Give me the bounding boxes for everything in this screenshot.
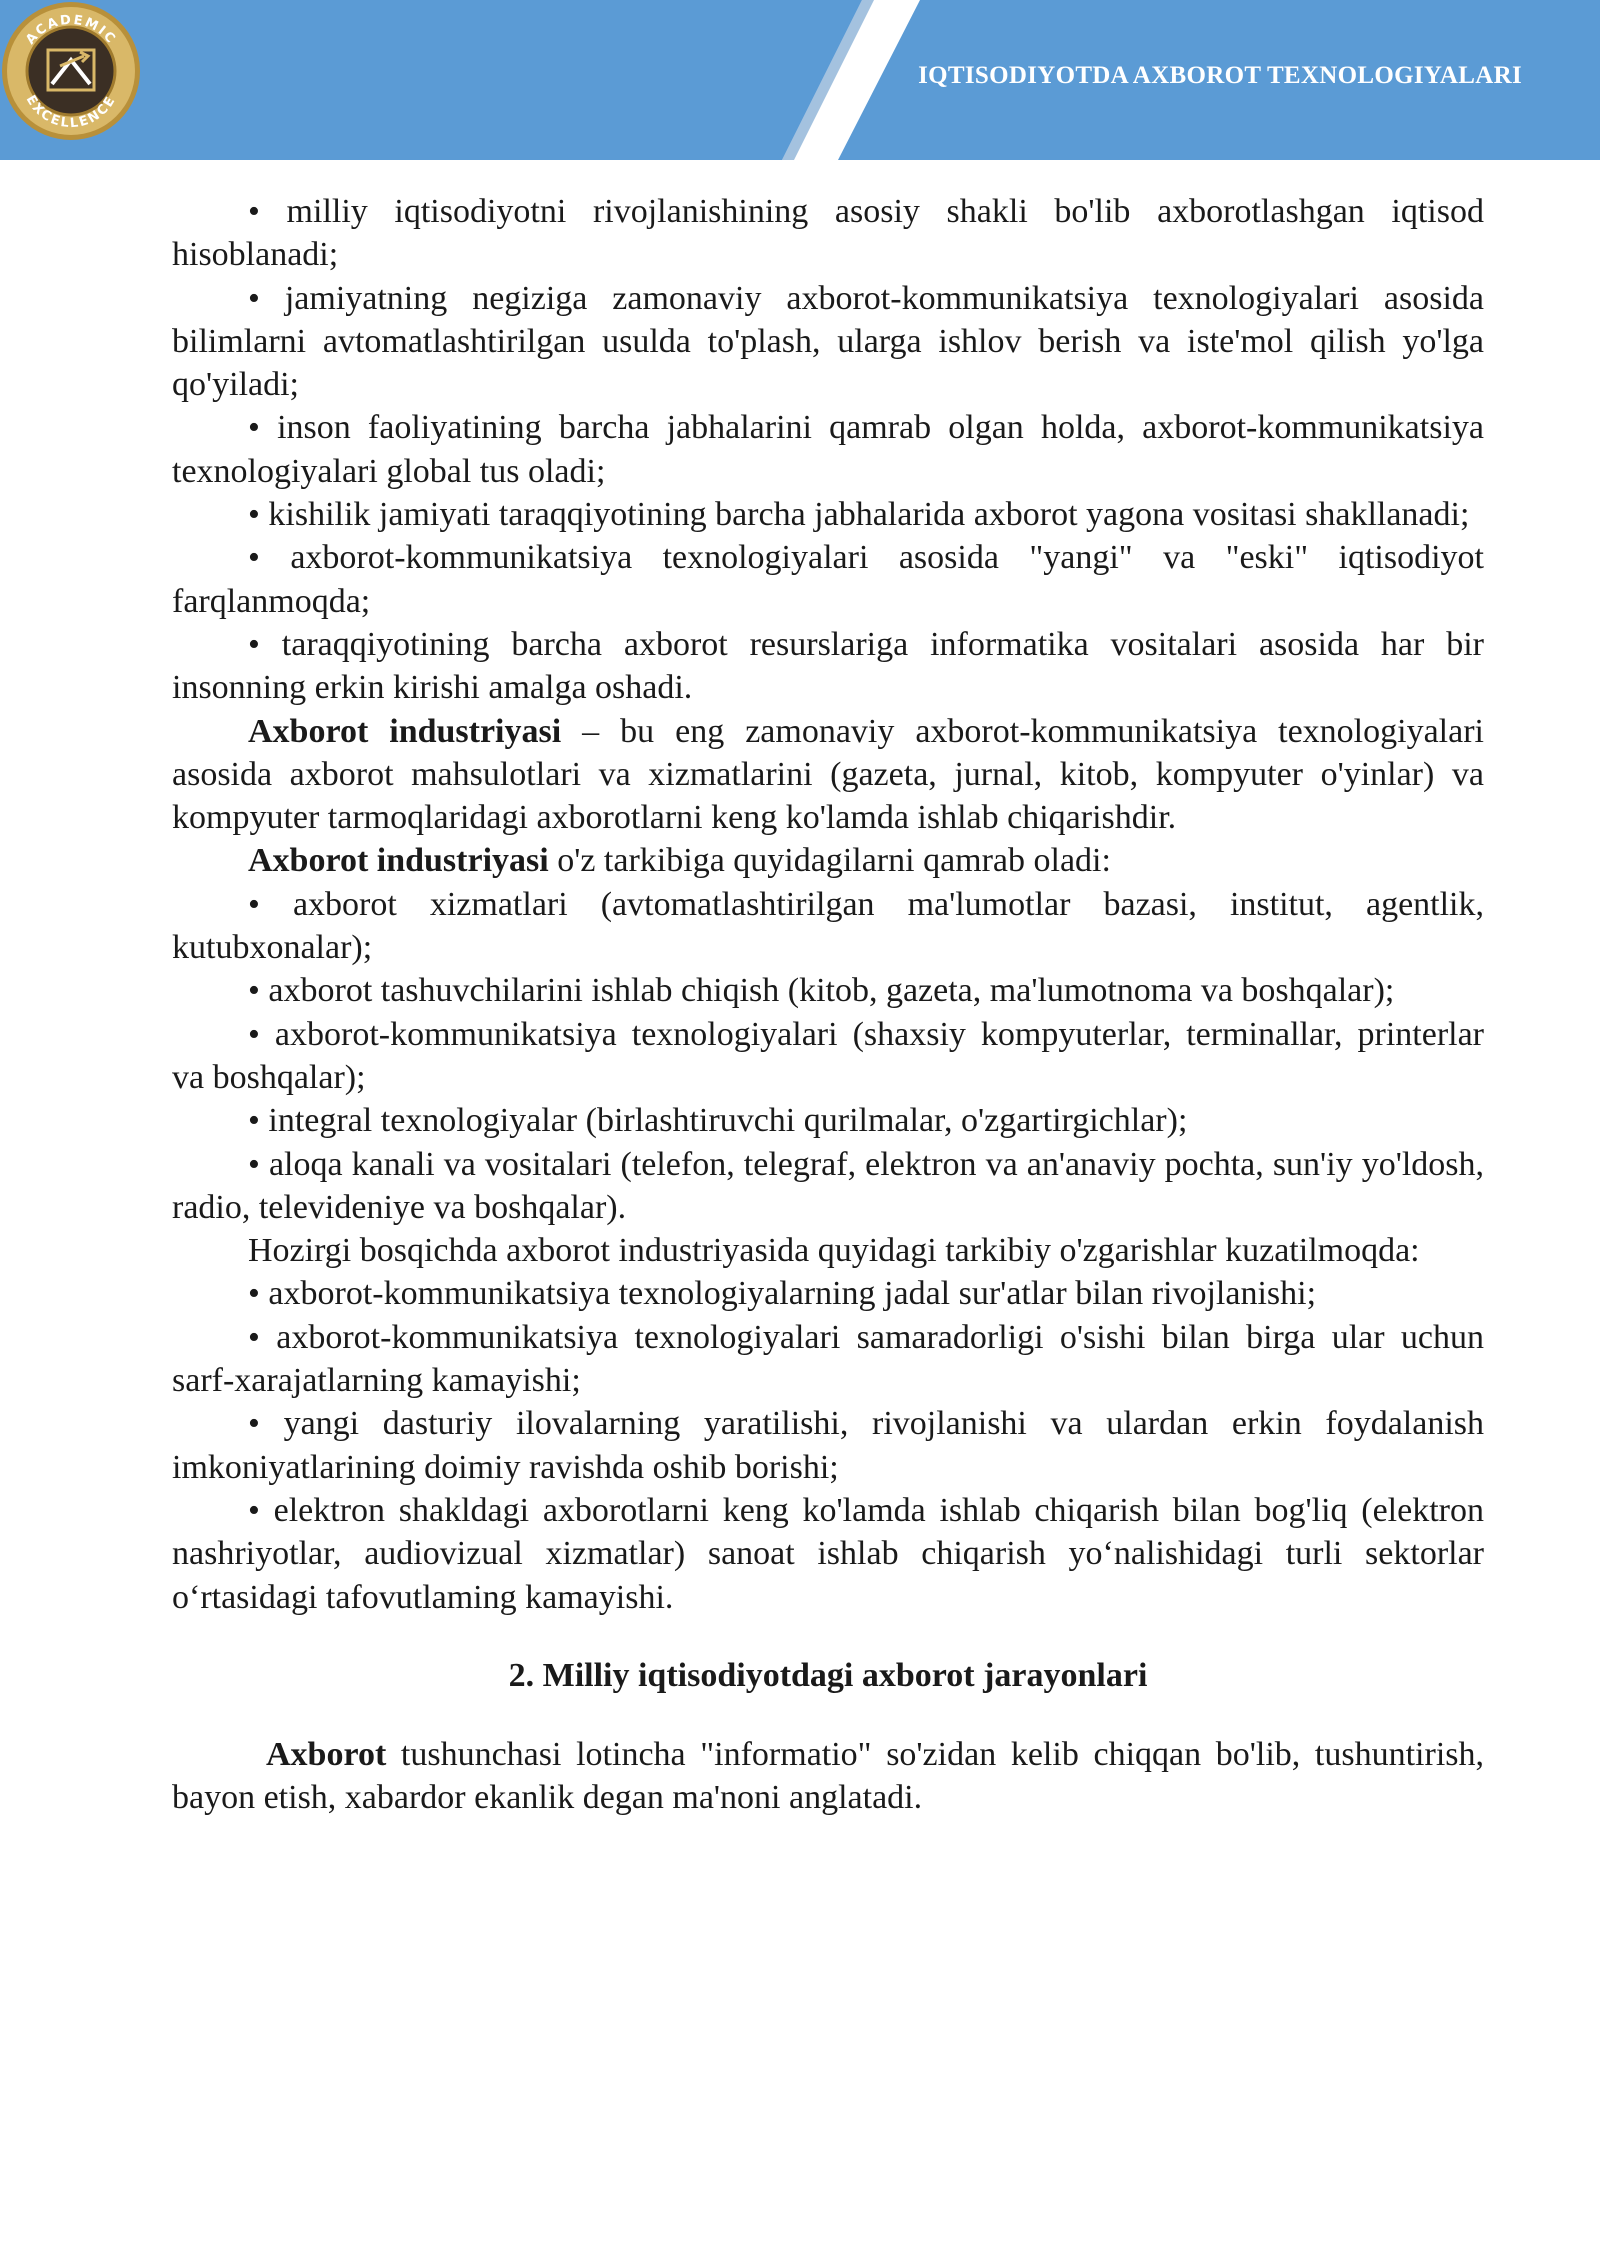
bullet-paragraph: • axborot-kommunikatsiya texnologiyalari (shaxsiy kompyuterlar, terminallar, printerlar va boshqalar);	[172, 1013, 1484, 1100]
axborot-term: Axborot	[266, 1736, 387, 1774]
includes-paragraph	[172, 839, 1484, 882]
includes-term: Axborot industriyasi	[248, 842, 549, 880]
axborot-paragraph	[172, 1733, 1484, 1820]
svg-text:ACADEMIC: ACADEMIC	[23, 12, 119, 48]
includes-text: o'z tarkibiga quyidagilarni qamrab oladi:	[548, 842, 1111, 880]
bullet-paragraph: • jamiyatning negiziga zamonaviy axborot-kommunikatsiya texnologiyalari asosida bilimlarni avtomatlashtirilgan usulda to'plash, ularga ishlov berish va iste'mol qilish yo'lga qo'yiladi;	[172, 277, 1484, 407]
intro-paragraph: Hozirgi bosqichda axborot industriyasida quyidagi tarkibiy o'zgarishlar kuzatilmoqda:	[248, 1232, 1420, 1270]
bullet-paragraph: • inson faoliyatining barcha jabhalarini qamrab olgan holda, axborot-kommunikatsiya texnologiyalari global tus oladi;	[172, 406, 1484, 493]
bullet-paragraph: • axborot tashuvchilarini ishlab chiqish (kitob, gazeta, ma'lumotnoma va boshqalar);	[172, 969, 1484, 1012]
bullet-paragraph: • axborot xizmatlari (avtomatlashtirilgan ma'lumotlar bazasi, institut, agentlik, kutubxonalar);	[172, 883, 1484, 970]
bullet-paragraph: • kishilik jamiyati taraqqiyotining barcha jabhalarida axborot yagona vositasi shakllanadi;	[172, 493, 1484, 536]
bullet-paragraph: • axborot-kommunikatsiya texnologiyalari samaradorligi o'sishi bilan birga ular uchun sarf-xarajatlarning kamayishi;	[172, 1316, 1484, 1403]
definition-text: – bu eng zamonaviy axborot-kommunikatsiya texnologiyalari asosida axborot mahsulotlari va xizmatlarini (gazeta, jurnal, kitob, kompyuter o'yinlar) va kompyuter tarmoqlaridagi axborotlarni keng ko'lamda ishlab chiqarishdir.	[172, 712, 1484, 837]
bullet-paragraph: • integral texnologiyalar (birlashtiruvchi qurilmalar, o'zgartirgichlar);	[172, 1099, 1484, 1142]
document-body	[172, 190, 1484, 1820]
bullet-paragraph: • aloqa kanali va vositalari (telefon, telegraf, elektron va an'anaviy pochta, sun'iy yo'ldosh, radio, televideniye va boshqalar).	[172, 1143, 1484, 1230]
bullet-paragraph: • taraqqiyotining barcha axborot resurslariga informatika vositalari asosida har bir insonning erkin kirishi amalga oshadi.	[172, 623, 1484, 710]
section-heading: 2. Milliy iqtisodiyotdagi axborot jarayonlari	[508, 1656, 1148, 1694]
definition-term: Axborot industriyasi	[248, 712, 562, 750]
bullet-paragraph: • milliy iqtisodiyotni rivojlanishining asosiy shakli bo'lib axborotlashgan iqtisod hisoblanadi;	[172, 190, 1484, 277]
bullet-paragraph: • yangi dasturiy ilovalarning yaratilishi, rivojlanishi va ulardan erkin foydalanish imkoniyatlarining doimiy ravishda oshib borishi;	[172, 1402, 1484, 1489]
axborot-text: tushunchasi lotincha "informatio" so'zidan kelib chiqqan bo'lib, tushuntirish, bayon etish, xabardor ekanlik degan ma'noni anglatadi.	[172, 1736, 1484, 1817]
svg-text:EXCELLENCE: EXCELLENCE	[22, 92, 120, 132]
bullet-paragraph: • elektron shakldagi axborotlarni keng ko'lamda ishlab chiqarish bilan bog'liq (elektron nashriyotlar, audiovizual xizmatlar) sanoat ishlab chiqarish yo‘nalishidagi turli sektorlar o‘rtasidagi tafovutlaming kamayishi.	[172, 1489, 1484, 1619]
page-header	[0, 0, 1600, 160]
bullet-paragraph: • axborot-kommunikatsiya texnologiyalarning jadal sur'atlar bilan rivojlanishi;	[172, 1272, 1484, 1315]
definition-paragraph	[172, 710, 1484, 840]
header-title: IQTISODIYOTDA AXBOROT TEXNOLOGIYALARI	[918, 62, 1522, 89]
bullet-paragraph: • axborot-kommunikatsiya texnologiyalari asosida "yangi" va "eski" iqtisodiyot farqlanmoqda;	[172, 536, 1484, 623]
academic-excellence-logo	[0, 0, 142, 142]
